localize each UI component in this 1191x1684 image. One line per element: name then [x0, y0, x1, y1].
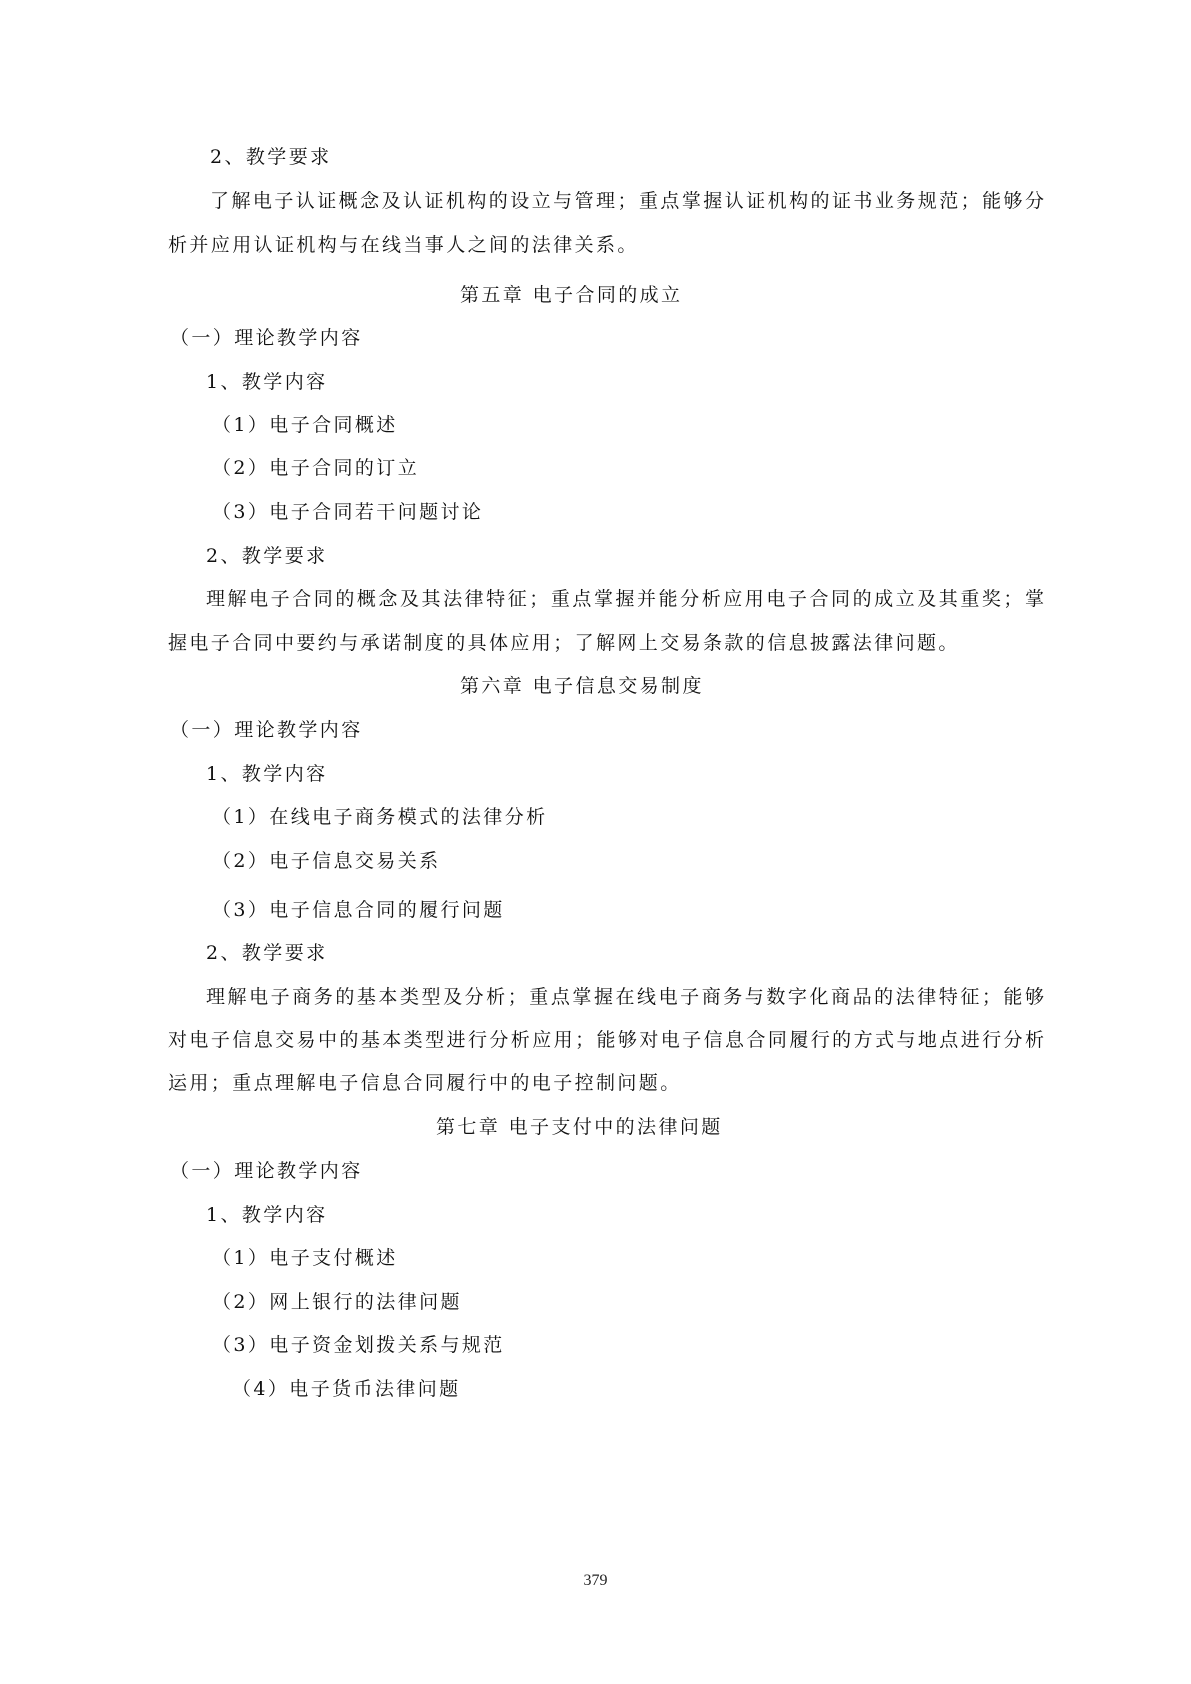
ch7-content-item-3: （3）电子资金划拨关系与规范 [212, 1334, 505, 1356]
ch5-content-heading: 1、教学内容 [206, 371, 328, 393]
chapter-5-title: 第五章 电子合同的成立 [460, 284, 683, 306]
ch6-content-heading: 1、教学内容 [206, 763, 328, 785]
ch6-content-item-1: （1）在线电子商务模式的法律分析 [212, 806, 548, 828]
chapter-6-title: 第六章 电子信息交易制度 [460, 675, 704, 697]
ch6-requirements-text-line-1: 理解电子商务的基本类型及分析；重点掌握在线电子商务与数字化商品的法律特征；能够 [206, 986, 1044, 1008]
ch6-requirements-heading: 2、教学要求 [206, 942, 328, 964]
ch5-content-item-1: （1）电子合同概述 [212, 414, 398, 436]
ch4-requirements-text-line-1: 了解电子认证概念及认证机构的设立与管理；重点掌握认证机构的证书业务规范；能够分 [210, 190, 1044, 212]
ch6-content-item-2: （2）电子信息交易关系 [212, 850, 441, 872]
ch7-content-item-4: （4）电子货币法律问题 [232, 1378, 461, 1400]
ch6-requirements-text-line-2: 对电子信息交易中的基本类型进行分析应用；能够对电子信息合同履行的方式与地点进行分析 [168, 1029, 1044, 1051]
ch5-section-heading: （一）理论教学内容 [170, 327, 363, 349]
chapter-7-title: 第七章 电子支付中的法律问题 [436, 1116, 723, 1138]
ch6-section-heading: （一）理论教学内容 [170, 719, 363, 741]
ch7-content-item-1: （1）电子支付概述 [212, 1247, 398, 1269]
ch5-requirements-text-line-1: 理解电子合同的概念及其法律特征；重点掌握并能分析应用电子合同的成立及其重奖；掌 [206, 588, 1044, 610]
ch5-requirements-heading: 2、教学要求 [206, 545, 328, 567]
ch5-requirements-text-line-2: 握电子合同中要约与承诺制度的具体应用；了解网上交易条款的信息披露法律问题。 [168, 632, 960, 654]
ch5-content-item-3: （3）电子合同若干问题讨论 [212, 501, 484, 523]
ch4-requirements-heading: 2、教学要求 [210, 146, 332, 168]
ch6-requirements-text-line-3: 运用；重点理解电子信息合同履行中的电子控制问题。 [168, 1072, 682, 1094]
ch5-content-item-2: （2）电子合同的订立 [212, 457, 420, 479]
ch4-requirements-text-line-2: 析并应用认证机构与在线当事人之间的法律关系。 [168, 234, 639, 256]
ch7-content-item-2: （2）网上银行的法律问题 [212, 1291, 462, 1313]
ch7-section-heading: （一）理论教学内容 [170, 1160, 363, 1182]
page-number: 379 [583, 1572, 608, 1589]
ch7-content-heading: 1、教学内容 [206, 1204, 328, 1226]
ch6-content-item-3: （3）电子信息合同的履行问题 [212, 899, 505, 921]
